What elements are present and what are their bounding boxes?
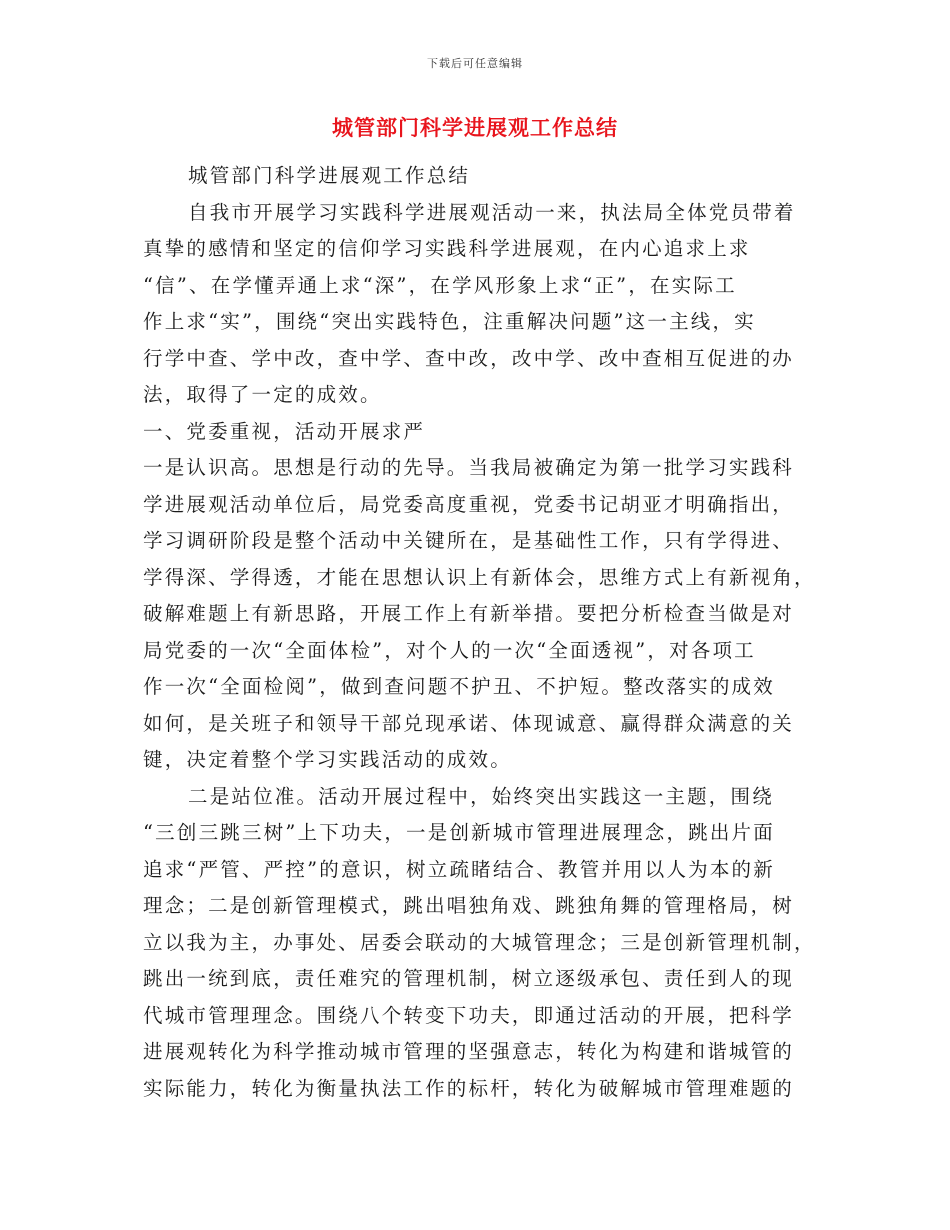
text-line: 键，决定着整个学习实践活动的成效。 — [143, 748, 512, 771]
text-line: 一是认识高。思想是行动的先导。当我局被确定为第一批学习实践科 — [143, 456, 795, 479]
text-line: 法，取得了一定的成效。 — [143, 383, 382, 406]
text-line: 进展观转化为科学推动城市管理的坚强意志，转化为构建和谐城管的 — [143, 1040, 795, 1063]
text-line: 真挚的感情和坚定的信仰学习实践科学进展观，在内心追求上求 — [143, 237, 751, 260]
text-line: 行学中查、学中改，查中学、查中改，改中学、改中查相互促进的办 — [143, 346, 795, 370]
text-line: 二是站位准。活动开展过程中，始终突出实践这一主题，围绕 — [188, 784, 774, 808]
text-line: 跳出一统到底，责任难究的管理机制，树立逐级承包、责任到人的现 — [143, 967, 795, 990]
text-line: 实际能力，转化为衡量执法工作的标杆，转化为破解城市管理难题的 — [143, 1076, 795, 1100]
text-line: 如何，是关班子和领导干部兑现承诺、体现诚意、赢得群众满意的关 — [143, 711, 795, 735]
text-line: 学习调研阶段是整个活动中关键所在，是基础性工作，只有学得进、 — [143, 529, 795, 552]
text-line: 立以我为主，办事处、居委会联动的大城管理念；三是创新管理机制， — [143, 930, 816, 954]
text-line: 追求“严管、严控”的意识，树立疏睹结合、教管并用以人为本的新 — [143, 857, 775, 881]
text-line: 城管部门科学进展观工作总结 — [188, 164, 471, 187]
document-body — [143, 158, 816, 1107]
document-title: 城管部门科学进展观工作总结 — [332, 115, 618, 140]
text-line: 代城市管理理念。围绕八个转变下功夫，即通过活动的开展，把科学 — [143, 1003, 795, 1027]
text-line: 局党委的一次“全面体检”，对个人的一次“全面透视”，对各项工 — [143, 638, 756, 662]
text-line: 理念；二是创新管理模式，跳出唱独角戏、跳独角舞的管理格局，树 — [143, 894, 795, 917]
text-line: 自我市开展学习实践科学进展观活动一来，执法局全体党员带着 — [188, 200, 796, 224]
text-line: “信”、在学懂弄通上求“深”，在学风形象上求“正”，在实际工 — [143, 273, 737, 297]
text-line: 作上求“实”，围绕“突出实践特色，注重解决问题”这一主线，实 — [143, 310, 756, 333]
text-line: 作一次“全面检阅”，做到查问题不护丑、不护短。整改落实的成效 — [143, 675, 775, 698]
header-note: 下载后可任意编辑 — [427, 57, 523, 70]
text-line: “三创三跳三树”上下功夫，一是创新城市管理进展理念，跳出片面 — [143, 821, 775, 844]
text-line: 破解难题上有新思路，开展工作上有新举措。要把分析检查当做是对 — [143, 602, 795, 625]
text-line: 一、党委重视，活动开展求严 — [143, 419, 426, 443]
text-line: 学得深、学得透，才能在思想认识上有新体会，思维方式上有新视角， — [143, 565, 816, 589]
text-line: 学进展观活动单位后，局党委高度重视，党委书记胡亚才明确指出， — [143, 492, 795, 516]
